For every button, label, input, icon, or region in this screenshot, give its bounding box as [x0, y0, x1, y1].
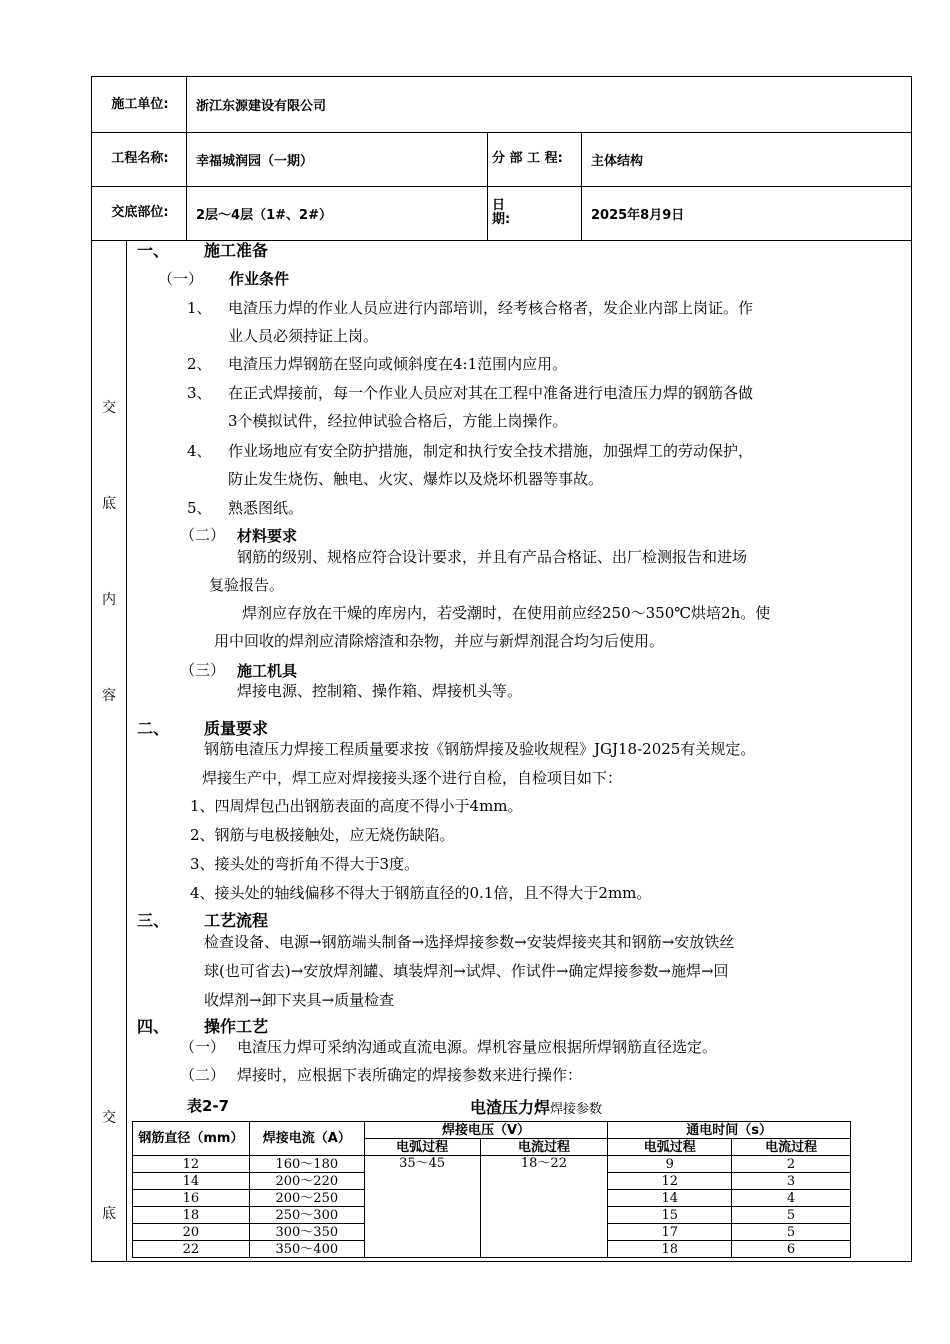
date-label: 日 期: — [492, 198, 511, 227]
table-cell: 22 — [133, 1241, 250, 1258]
item-number: 3、 — [187, 384, 212, 402]
paragraph-line: 焊剂应存放在干燥的库房内，若受潮时，在使用前应经250～350℃烘培2h。使 — [242, 604, 771, 622]
project-value: 幸福城润园（一期） — [196, 153, 314, 169]
section-number: 二、 — [137, 719, 170, 738]
table-title: 电渣压力焊焊接参数 — [470, 1098, 603, 1117]
column-header: 焊接电压（V） — [364, 1122, 608, 1139]
paragraph-line: 熟悉图纸。 — [228, 499, 304, 517]
subsection-number: （一） — [180, 1038, 226, 1056]
table-cell: 18 — [608, 1241, 732, 1258]
paragraph-line: 电渣压力焊的作业人员应进行内部培训，经考核合格者，发企业内部上岗证。作 — [228, 299, 754, 317]
table-cell: 14 — [608, 1190, 732, 1207]
paragraph-line: 业人员必须持证上岗。 — [228, 327, 379, 345]
paragraph-line: 收焊剂→卸下夹具→质量检查 — [204, 991, 395, 1009]
table-cell: 35～45 — [364, 1156, 480, 1258]
table-cell: 18～22 — [480, 1156, 608, 1258]
section-number: 三、 — [137, 911, 170, 930]
table-cell: 300～350 — [249, 1224, 364, 1241]
column-header: 电弧过程 — [364, 1139, 480, 1156]
table-cell: 5 — [732, 1224, 851, 1241]
side-label: 底 — [102, 496, 116, 512]
table-cell: 4 — [732, 1190, 851, 1207]
table-cell: 9 — [608, 1156, 732, 1173]
table-cell: 350～400 — [249, 1241, 364, 1258]
paragraph-line: 电渣压力焊钢筋在竖向或倾斜度在4:1范围内应用。 — [228, 355, 568, 373]
section-title: 质量要求 — [204, 719, 269, 738]
column-header: 电弧过程 — [608, 1139, 732, 1156]
subsection-number: （一） — [158, 270, 204, 288]
list-item: 3、接头处的弯折角不得大于3度。 — [190, 855, 420, 873]
paragraph-line: 复验报告。 — [209, 576, 285, 594]
table-cell: 20 — [133, 1224, 250, 1241]
paragraph-line: 焊接时，应根据下表所确定的焊接参数来进行操作： — [237, 1066, 583, 1084]
side-label: 交 — [102, 400, 116, 416]
table-cell: 200～220 — [249, 1173, 364, 1190]
subsection-title: 施工机具 — [237, 662, 298, 680]
paragraph-line: 作业场地应有安全防护措施，制定和执行安全技术措施，加强焊工的劳动保护， — [228, 442, 754, 460]
item-number: 1、 — [187, 299, 212, 317]
paragraph-line: 焊接电源、控制箱、操作箱、焊接机头等。 — [237, 682, 523, 700]
table-cell: 250～300 — [249, 1207, 364, 1224]
list-item: 2、钢筋与电极接触处，应无烧伤缺陷。 — [190, 826, 455, 844]
section-title: 施工准备 — [204, 241, 269, 260]
section-title: 工艺流程 — [204, 911, 269, 930]
paragraph-line: 用中回收的焊剂应清除熔渣和杂物，并应与新焊剂混合均匀后使用。 — [214, 632, 665, 650]
list-item: 1、四周焊包凸出钢筋表面的高度不得小于4mm。 — [190, 797, 523, 815]
division-value: 主体结构 — [591, 153, 644, 169]
item-number: 4、 — [187, 442, 212, 460]
divider — [126, 240, 127, 1262]
subsection-title: 材料要求 — [237, 527, 298, 545]
side-label: 内 — [102, 592, 116, 608]
table-row — [133, 1156, 851, 1173]
column-header: 电流过程 — [732, 1139, 851, 1156]
column-header: 电流过程 — [480, 1139, 608, 1156]
subsection-number: （二） — [180, 526, 226, 544]
column-header: 通电时间（s） — [608, 1122, 851, 1139]
disclosure-form — [91, 76, 912, 1262]
division-label: 分 部 工 程: — [492, 151, 563, 166]
paragraph-line: 焊接生产中，焊工应对焊接接头逐个进行自检，自检项目如下： — [202, 769, 623, 787]
paragraph-line: 球(也可省去)→安放焊剂罐、填装焊剂→试焊、作试件→确定焊接参数→施焊→回 — [204, 962, 729, 980]
item-number: 2、 — [187, 355, 212, 373]
subsection-number: （三） — [180, 661, 226, 679]
table-cell: 200～250 — [249, 1190, 364, 1207]
table-cell: 160～180 — [249, 1156, 364, 1173]
welding-parameter-table — [132, 1121, 851, 1258]
table-cell: 17 — [608, 1224, 732, 1241]
part-label: 交底部位: — [111, 205, 169, 220]
column-header: 焊接电流（A） — [249, 1122, 364, 1156]
paragraph-line: 钢筋电渣压力焊接工程质量要求按《钢筋焊接及验收规程》JGJ18-2025有关规定。 — [204, 740, 756, 758]
date-value: 2025年8月9日 — [591, 207, 685, 223]
paragraph-line: 防止发生烧伤、触电、火灾、爆炸以及烧坏机器等事故。 — [228, 470, 604, 488]
table-cell: 18 — [133, 1207, 250, 1224]
paragraph-line: 3个模拟试件，经拉伸试验合格后，方能上岗操作。 — [228, 412, 568, 430]
subsection-title: 作业条件 — [229, 270, 290, 288]
column-header: 钢筋直径（mm） — [133, 1122, 250, 1156]
table-cell: 5 — [732, 1207, 851, 1224]
unit-value: 浙江东源建设有限公司 — [196, 99, 327, 114]
side-label: 交 — [102, 1110, 116, 1126]
table-cell: 12 — [133, 1156, 250, 1173]
table-cell: 3 — [732, 1173, 851, 1190]
table-cell: 14 — [133, 1173, 250, 1190]
paragraph-line: 在正式焊接前，每一个作业人员应对其在工程中准备进行电渣压力焊的钢筋各做 — [228, 384, 754, 402]
part-value: 2层～4层（1#、2#） — [196, 207, 332, 223]
paragraph-line: 检查设备、电源→钢筋端头制备→选择焊接参数→安装焊接夹其和钢筋→安放铁丝 — [204, 933, 735, 951]
table-cell: 2 — [732, 1156, 851, 1173]
list-item: 4、接头处的轴线偏移不得大于钢筋直径的0.1倍，且不得大于2mm。 — [190, 884, 652, 902]
table-cell: 12 — [608, 1173, 732, 1190]
table-cell: 15 — [608, 1207, 732, 1224]
side-label: 底 — [102, 1206, 116, 1222]
table-cell: 16 — [133, 1190, 250, 1207]
subsection-number: （二） — [180, 1066, 226, 1084]
paragraph-line: 电渣压力焊可采纳沟通或直流电源。焊机容量应根据所焊钢筋直径选定。 — [237, 1038, 718, 1056]
divider — [487, 132, 488, 240]
paragraph-line: 钢筋的级别、规格应符合设计要求，并且有产品合格证、出厂检测报告和进场 — [237, 548, 748, 566]
table-number: 表2-7 — [187, 1097, 230, 1115]
side-label: 容 — [102, 688, 116, 704]
section-number: 四、 — [137, 1017, 170, 1036]
unit-label: 施工单位: — [111, 97, 169, 112]
section-number: 一、 — [137, 241, 170, 260]
section-title: 操作工艺 — [204, 1017, 269, 1036]
table-cell: 6 — [732, 1241, 851, 1258]
item-number: 5、 — [187, 499, 212, 517]
project-label: 工程名称: — [111, 151, 169, 166]
